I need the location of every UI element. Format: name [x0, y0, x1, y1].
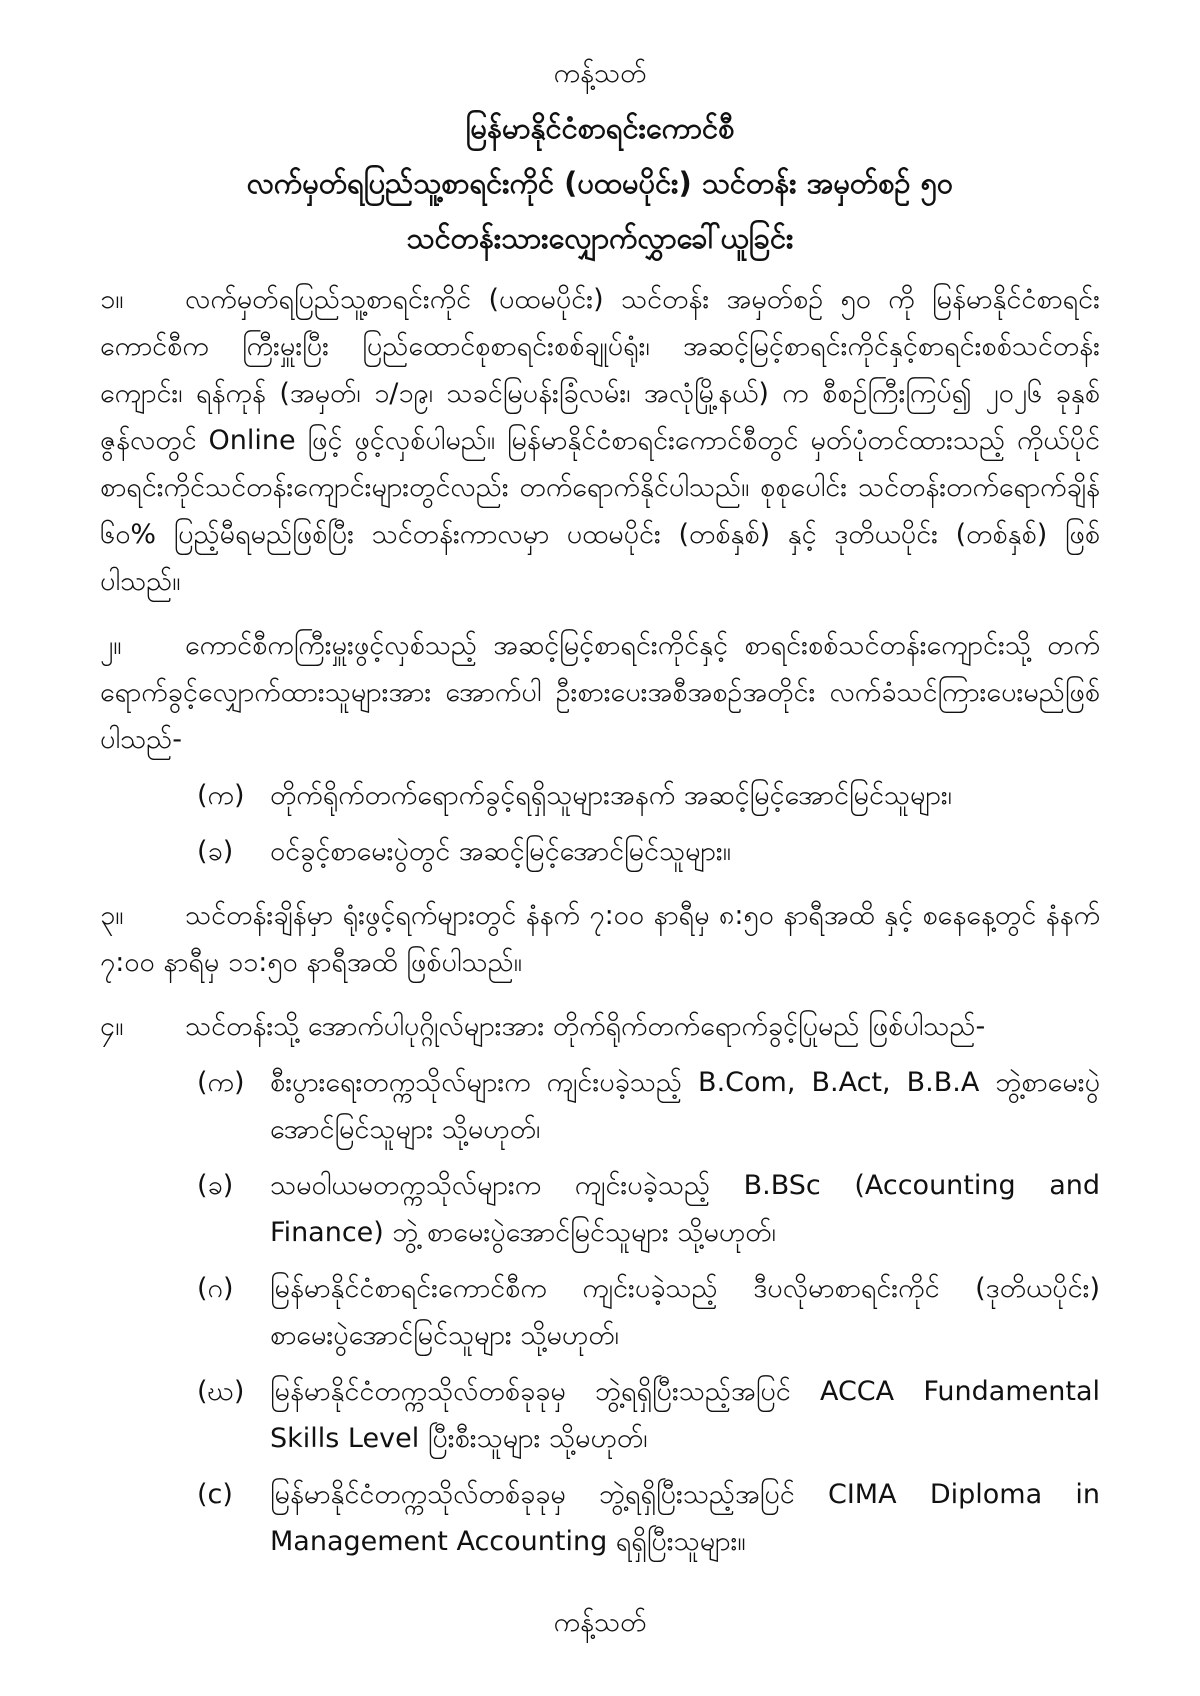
- paragraph-1: [100, 276, 1100, 605]
- restricted-label-bottom: ကန့်သတ်: [553, 1607, 647, 1638]
- list-item-4d-text: မြန်မာနိုင်ငံတက္ကသိုလ်တစ်ခုခုမှ ဘွဲ့ရရှိပြီးသည့်အပြင် ACCA Fundamental Skills Level ပြီးစီးသူများ သို့မဟုတ်၊: [270, 1376, 1100, 1454]
- list-item-2b-text: ဝင်ခွင့်စာမေးပွဲတွင် အဆင့်မြင့်အောင်မြင်သူများ။: [270, 836, 731, 867]
- list-item-4e: [197, 1471, 1100, 1565]
- paragraph-2-text: ကောင်စီကကြီးမှူးဖွင့်လှစ်သည့် အဆင့်မြင့်စာရင်းကိုင်နှင့် စာရင်းစစ်သင်တန်းကျောင်းသို့ တက်ရောက်ခွင့်လျှောက်ထားသူများအား အောက်ပါ ဦးစားပေးအစီအစဉ်အတိုင်း လက်ခံသင်ကြားပေးမည်ဖြစ်ပါသည်-: [100, 630, 1100, 755]
- list-item-4a-text: စီးပွားရေးတက္ကသိုလ်များက ကျင်းပခဲ့သည့် B.Com, B.Act, B.B.A ဘွဲ့စာမေးပွဲ အောင်မြင်သူများ သို့မဟုတ်၊: [270, 1067, 1100, 1145]
- list-item-4c-text: မြန်မာနိုင်ငံစာရင်းကောင်စီက ကျင်းပခဲ့သည့် ဒီပလိုမာစာရင်းကိုင် (ဒုတိယပိုင်း) စာမေးပွဲအောင်မြင်သူများ သို့မဟုတ်၊: [270, 1273, 1100, 1351]
- paragraph-4-text: သင်တန်းသို့ အောက်ပါပုဂ္ဂိုလ်များအား တိုက်ရိုက်တက်ရောက်ခွင့်ပြုမည် ဖြစ်ပါသည်-: [185, 1011, 986, 1042]
- paragraph-3-text: သင်တန်းချိန်မှာ ရုံးဖွင့်ရက်များတွင် နံနက် ၇:၀၀ နာရီမှ ၈:၅၀ နာရီအထိ နှင့် စနေနေ့တွင် နံနက် ၇:၀၀ နာရီမှ ၁၁:၅၀ နာရီအထိ ဖြစ်ပါသည်။: [100, 900, 1100, 978]
- list-item-4d: [197, 1368, 1100, 1462]
- paragraph-3-number: ၃။: [100, 900, 124, 931]
- paragraph-1-number: ၁။: [100, 284, 124, 315]
- list-item-4b-label: (ခ): [197, 1170, 234, 1201]
- list-item-4c-label: (ဂ): [197, 1273, 234, 1304]
- paragraph-4-number: ၄။: [100, 1011, 124, 1042]
- paragraph-2: [100, 622, 1100, 763]
- list-item-2a-label: (က): [197, 780, 245, 811]
- list-item-4b-text: သမဝါယမတက္ကသိုလ်များက ကျင်းပခဲ့သည့် B.BSc (Accounting and Finance) ဘွဲ့ စာမေးပွဲအောင်မြင်သူများ သို့မဟုတ်၊: [270, 1170, 1100, 1248]
- paragraph-2-number: ၂။: [100, 630, 122, 661]
- list-item-2a: [197, 772, 1100, 819]
- list-item-2b: [197, 828, 1100, 875]
- paragraph-1-text: လက်မှတ်ရပြည်သူ့စာရင်းကိုင် (ပထမပိုင်း) သင်တန်း အမှတ်စဉ် ၅၀ ကို မြန်မာနိုင်ငံစာရင်းကောင်စီက ကြီးမှူးပြီး ပြည်ထောင်စုစာရင်းစစ်ချုပ်ရုံး၊ အဆင့်မြင့်စာရင်းကိုင်နှင့်စာရင်းစစ်သင်တန်းကျောင်း၊ ရန်ကုန် (အမှတ်၊ ၁/၁၉၊ သခင်မြပန်းခြံလမ်း၊ အလုံမြို့နယ်) က စီစဉ်ကြီးကြပ်၍ ၂၀၂၆ ခုနှစ် ဇွန်လတွင် Online ဖြင့် ဖွင့်လှစ်ပါမည်။ မြန်မာနိုင်ငံစာရင်းကောင်စီတွင် မှတ်ပုံတင်ထားသည့် ကိုယ်ပိုင်စာရင်းကိုင်သင်တန်းကျောင်းများတွင်လည်း တက်ရောက်နိုင်ပါသည်။ စုစုပေါင်း သင်တန်းတက်ရောက်ချိန် ၆၀% ပြည့်မီရမည်ဖြစ်ပြီး သင်တန်းကာလမှာ ပထမပိုင်း (တစ်နှစ်) နှင့် ဒုတိယပိုင်း (တစ်နှစ်) ဖြစ်ပါသည်။: [100, 284, 1100, 597]
- list-item-4c: [197, 1265, 1100, 1359]
- paragraph-3: [100, 892, 1100, 986]
- document-title-subject: သင်တန်းသားလျှောက်လွှာခေါ်ယူခြင်း: [406, 221, 794, 255]
- list-item-4a-label: (က): [197, 1067, 245, 1098]
- paragraph-4: [100, 1003, 1100, 1050]
- document-title-org: မြန်မာနိုင်ငံစာရင်းကောင်စီ: [465, 111, 735, 145]
- list-item-4b: [197, 1162, 1100, 1256]
- list-item-2b-label: (ခ): [197, 836, 234, 867]
- restricted-label-top: ကန့်သတ်: [553, 58, 647, 89]
- document-title-course: လက်မှတ်ရပြည်သူ့စာရင်းကိုင် (ပထမပိုင်း) သင်တန်း အမှတ်စဉ် ၅၀: [246, 166, 954, 200]
- list-item-4e-label: (c): [197, 1479, 233, 1510]
- list-item-4d-label: (ဃ): [197, 1376, 245, 1407]
- list-item-2a-text: တိုက်ရိုက်တက်ရောက်ခွင့်ရရှိသူများအနက် အဆင့်မြင့်အောင်မြင်သူများ၊: [270, 780, 952, 811]
- list-item-4a: [197, 1059, 1100, 1153]
- list-item-4e-text: မြန်မာနိုင်ငံတက္ကသိုလ်တစ်ခုခုမှ ဘွဲ့ရရှိပြီးသည့်အပြင် CIMA Diploma in Management Accounting ရရှိပြီးသူများ။: [270, 1479, 1100, 1557]
